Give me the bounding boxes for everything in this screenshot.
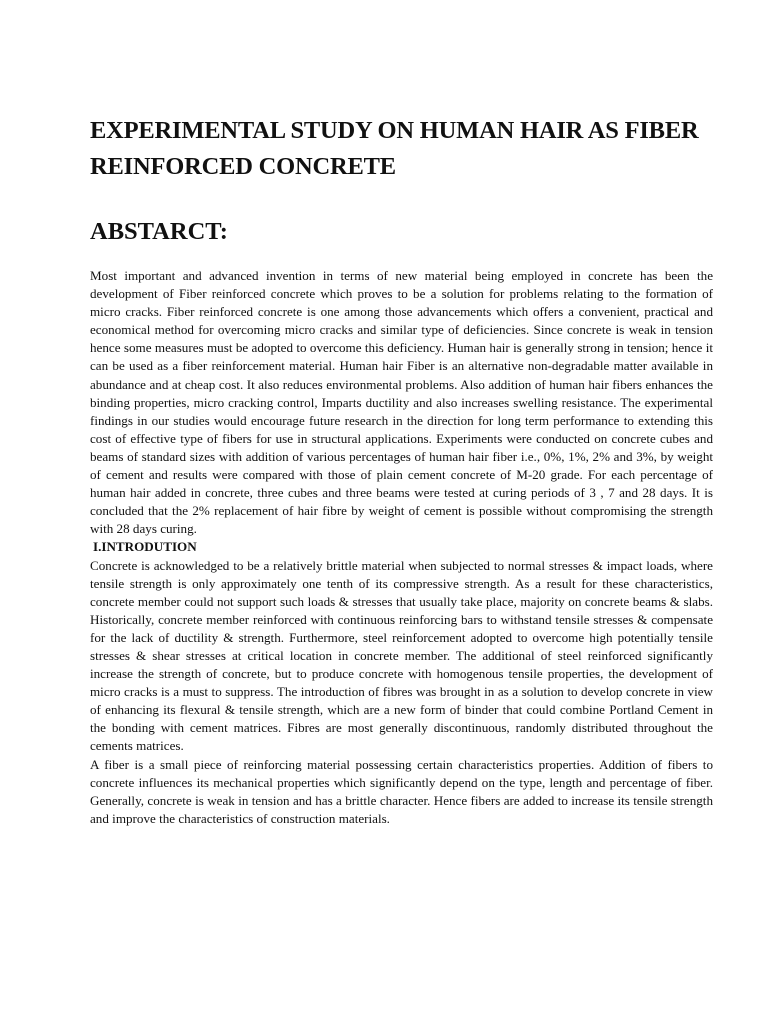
abstract-heading: ABSTARCT: bbox=[90, 218, 228, 245]
introduction-heading: I.INTRODUTION bbox=[93, 539, 197, 555]
introduction-paragraph-2: A fiber is a small piece of reinforcing material possessing certain characteristics properties. Addition of fibers to concrete influences its mechanical properties which significantly depend on the type, length and percentage of fiber. Generally, concrete is weak in tension and has a brittle character. Hence fibers are added to increase its tensile strength and improve the characteristics of construction materials. bbox=[90, 756, 713, 826]
paper-title: EXPERIMENTAL STUDY ON HUMAN HAIR AS FIBER REINFORCED CONCRETE bbox=[90, 117, 699, 180]
abstract-paragraph: Most important and advanced invention in terms of new material being employed in concrete has been the development of Fiber reinforced concrete which proves to be a solution for problems relating to the formation of micro cracks. Fiber reinforced concrete is one among those advancements which offers a convenient, practical and economical method for overcoming micro cracks and similar type of deficiencies. Since concrete is weak in tension hence some measures must be adopted to overcome this deficiency. Human hair is generally strong in tension; hence it can be used as a fiber reinforcement material. Human hair Fiber is an alternative non-degradable matter available in abundance and at cheap cost. It also reduces environmental problems. Also addition of human hair fibers enhances the binding properties, micro cracking control, Imparts ductility and also increases swelling resistance. The experimental findings in our studies would encourage future research in the direction for long term performance to extending this cost of effective type of fibers for use in structural applications. Experiments were conducted on concrete cubes and beams of standard sizes with addition of various percentages of human hair fiber i.e., 0%, 1%, 2% and 3%, by weight of cement and results were compared with those of plain cement concrete of M-20 grade. For each percentage of human hair added in concrete, three cubes and three beams were tested at curing periods of 3 , 7 and 28 days. It is concluded that the 2% replacement of hair fibre by weight of cement is possible without compromising the strength with 28 days curing. bbox=[90, 268, 713, 537]
body-text bbox=[90, 267, 713, 828]
introduction-paragraph-1: Concrete is acknowledged to be a relatively brittle material when subjected to normal stresses & impact loads, where tensile strength is only approximately one tenth of its compressive strength. As a result for these characteristics, concrete member could not support such loads & stresses that usually take place, majority on concrete beams & slabs. Historically, concrete member reinforced with continuous reinforcing bars to withstand tensile stresses & compensate for the lack of ductility & strength. Furthermore, steel reinforcement adopted to overcome high potentially tensile stresses & shear stresses at critical location in concrete member. The additional of steel reinforced significantly increase the strength of concrete, but to produce concrete with homogenous tensile properties, the development of micro cracks is a must to suppress. The introduction of fibres was brought in as a solution to develop concrete in view of enhancing its flexural & tensile strength, which are a new form of binder that could combine Portland Cement in the bonding with cement matrices. Fibres are most generally discontinuous, randomly distributed throughout the cements matrices. bbox=[90, 557, 713, 754]
